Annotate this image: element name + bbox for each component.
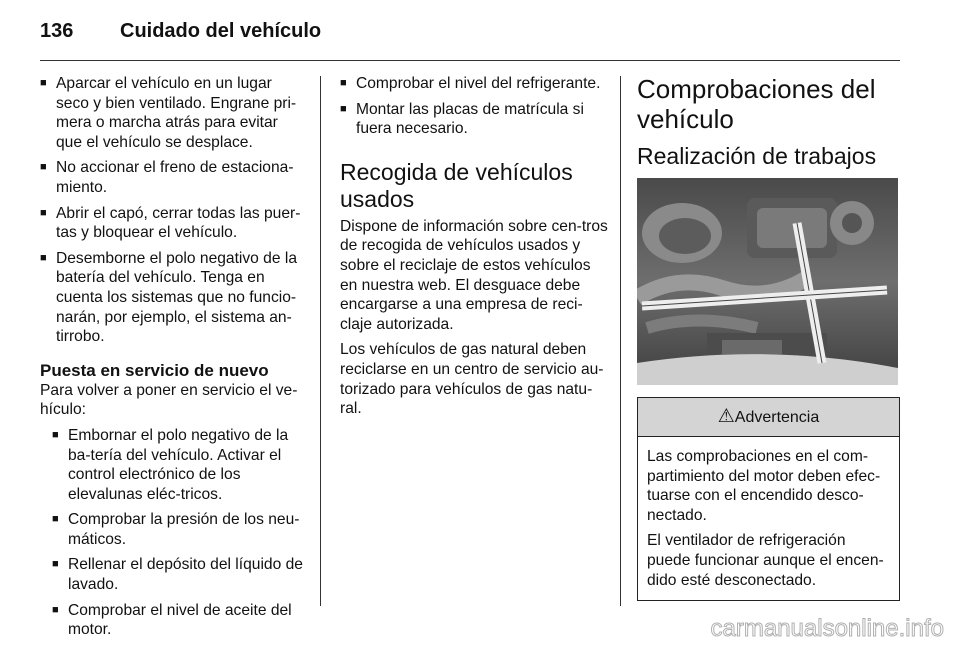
paragraph: Los vehículos de gas natural deben reciclarse en un centro de servicio au-torizado para vehículos de gas natu-ral. (340, 341, 604, 418)
list-item: ■ Rellenar el depósito del líquido de lavado. (52, 555, 308, 594)
list-item: ■ Montar las placas de matrícula si fuera necesario. (340, 100, 608, 139)
engine-bay-photo (637, 178, 898, 385)
list-item: ■ Desemborne el polo negativo de la batería del vehículo. Tenga en cuenta los sistemas que no funcio-narán, por ejemplo, el sistema an-tirrobo. (40, 249, 308, 347)
list-item: ■ Abrir el capó, cerrar todas las puer-tas y bloquear el vehículo. (40, 204, 308, 243)
chapter-heading: Comprobaciones del vehículo (637, 74, 876, 134)
paragraph: Para volver a poner en servicio el ve-hículo: (40, 381, 298, 419)
warning-paragraph: Las comprobaciones en el com-partimiento del motor deben efec-tuarse con el encendido desco-nectado. (647, 448, 881, 524)
list-item: ■ Embornar el polo negativo de la ba-tería del vehículo. Activar el control electrónico de los elevalunas eléc-tricos. (52, 426, 308, 504)
page-title: Cuidado del vehículo (120, 20, 322, 42)
section-subheading: Puesta en servicio de nuevo (40, 360, 269, 380)
page-number: 136 (40, 20, 74, 42)
warning-paragraph: El ventilador de refrigeración puede funcionar aunque el encen-dido esté desconectado. (647, 532, 884, 589)
list-item: ■ Aparcar el vehículo en un lugar seco y bien ventilado. Engrane pri-mera o marcha atrás para evitar que el vehículo se desplace. (40, 74, 308, 152)
warning-header (638, 398, 899, 437)
column-divider (620, 76, 621, 606)
paragraph: Dispone de información sobre cen-tros de recogida de vehículos usados y sobre el reciclaje de estos vehículos en nuestra web. El desguace debe encargarse a una empresa de reci-claje autorizada. (340, 217, 608, 333)
section-heading: Realización de trabajos (637, 143, 877, 169)
warning-title: Advertencia (734, 409, 820, 426)
engine-bay-illustration (637, 178, 898, 385)
watermark-text: carmanualsonline.info (710, 615, 944, 642)
column-1 (40, 74, 308, 646)
list-item: ■ Comprobar el nivel del refrigerante. (340, 74, 608, 94)
column-3 (637, 74, 900, 601)
list-item: ■ No accionar el freno de estaciona-miento. (40, 158, 308, 197)
warning-triangle-icon: ⚠ (717, 406, 735, 427)
list-item: ■ Comprobar la presión de los neu-máticos. (52, 510, 308, 549)
indented-list (40, 426, 308, 640)
column-2 (340, 74, 608, 425)
header-rule (40, 60, 900, 61)
warning-box (637, 397, 900, 601)
section-heading: Recogida de vehículos usados (340, 158, 573, 212)
column-divider (320, 76, 321, 606)
warning-body (638, 437, 899, 600)
list-item: ■ Comprobar el nivel de aceite del motor. (52, 601, 308, 640)
